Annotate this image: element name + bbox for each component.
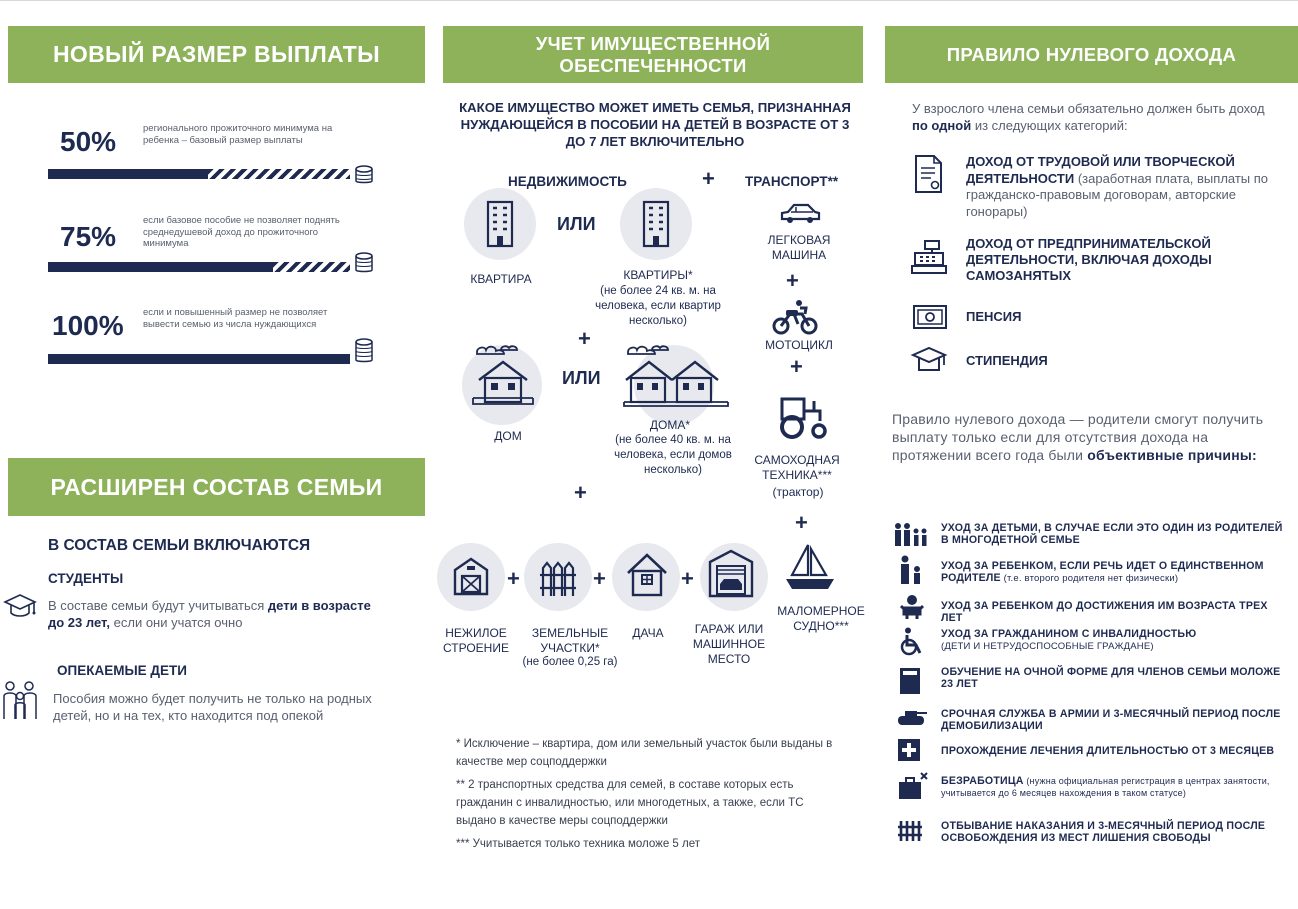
reason-8-text: БЕЗРАБОТИЦА xyxy=(941,775,1024,787)
apartments-label: КВАРТИРЫ* xyxy=(623,268,693,282)
students-title: СТУДЕНТЫ xyxy=(48,571,124,586)
houses-note: (не более 40 кв. м. на человека, если домов несколько) xyxy=(614,434,732,476)
income-intro-part1: У взрослого члена семьи обязательно должен быть доход xyxy=(912,101,1265,116)
reason-1-text: УХОД ЗА ДЕТЬМИ, В СЛУЧАЕ ЕСЛИ ЭТО ОДИН ИЗ РОДИТЕЛЕЙ В МНОГОДЕТНОЙ СЕМЬЕ xyxy=(941,522,1283,546)
banner-property-text: УЧЕТ ИМУЩЕСТВЕННОЙ ОБЕСПЕЧЕННОСТИ xyxy=(535,32,771,76)
plus-sign: + xyxy=(593,566,606,591)
plus-sign: + xyxy=(507,566,520,591)
banner-new-payment xyxy=(8,26,425,83)
reason-3 xyxy=(941,600,1291,624)
coins-icon xyxy=(355,338,373,364)
reason-2-text: УХОД ЗА РЕБЕНКОМ, ЕСЛИ РЕЧЬ ИДЕТ О ЕДИНСТВЕННОМ РОДИТЕЛЕ xyxy=(941,560,1264,584)
graduation-cap-icon xyxy=(911,346,947,376)
transport-label: ТРАНСПОРТ** xyxy=(745,174,839,189)
income-intro xyxy=(912,100,1282,134)
reason-4-text: УХОД ЗА ГРАЖДАНИНОМ С ИНВАЛИДНОСТЬЮ xyxy=(941,628,1197,640)
wards-title: ОПЕКАЕМЫЕ ДЕТИ xyxy=(57,663,187,678)
income-1-note: (заработная плата, выплаты по гражданско-правовым договорам, авторские гонорары) xyxy=(966,170,1269,219)
students-text-part1: В составе семьи будут учитываться xyxy=(48,598,268,613)
footnote-1: * Исключение – квартира, дом или земельный участок были выданы в качестве мер соцподдержки xyxy=(456,738,833,768)
family-heading: В СОСТАВ СЕМЬИ ВКЛЮЧАЮТСЯ xyxy=(48,537,311,554)
rate-pct-75: 75% xyxy=(60,221,117,252)
fence-icon xyxy=(539,560,577,598)
apartment-building-icon xyxy=(482,198,518,250)
rate-pct-50: 50% xyxy=(60,126,117,157)
banner-family-expanded xyxy=(8,458,425,516)
document-icon xyxy=(913,154,943,194)
coins-icon xyxy=(355,252,373,274)
rate-bar-50 xyxy=(48,169,208,179)
tractor-icon xyxy=(778,393,830,441)
plus-sign: + xyxy=(795,510,808,535)
graduation-cap-icon xyxy=(3,592,37,626)
property-question: КАКОЕ ИМУЩЕСТВО МОЖЕТ ИМЕТЬ СЕМЬЯ, ПРИЗНАННАЯ НУЖДАЮЩЕЙСЯ В ПОСОБИИ НА ДЕТЕЙ В ВОЗРАСТЕ ОТ 3 ДО 7 ЛЕТ ВКЛЮЧИТЕЛЬНО xyxy=(459,100,851,149)
footnote-2: ** 2 транспортных средства для семей, в составе которых есть гражданин с инвалидностью, или многодетных, а также, если ТС выдано в качестве меры соцподдержки xyxy=(456,779,804,827)
house-label: ДОМ xyxy=(494,429,522,443)
nonres-label: НЕЖИЛОЕ СТРОЕНИЕ xyxy=(443,626,509,655)
barn-icon xyxy=(452,556,490,596)
students-text-bold: дети в возрасте до 23 лет, xyxy=(48,598,371,630)
banner-property xyxy=(443,26,863,83)
land-label: ЗЕМЕЛЬНЫЕ УЧАСТКИ* xyxy=(531,626,609,655)
tractor-note: (трактор) xyxy=(772,485,824,499)
or-label: ИЛИ xyxy=(562,368,601,388)
reason-5 xyxy=(941,666,1291,690)
banner-new-payment-text: НОВЫЙ РАЗМЕР ВЫПЛАТЫ xyxy=(53,41,380,67)
plus-sign: + xyxy=(578,326,591,351)
book-icon xyxy=(899,667,921,695)
plus-sign: + xyxy=(681,566,694,591)
rate-bar-rest-75 xyxy=(273,262,350,272)
income-1-title: ДОХОД ОТ ТРУДОВОЙ ИЛИ ТВОРЧЕСКОЙ ДЕЯТЕЛЬНОСТИ xyxy=(966,154,1235,186)
houses-label: ДОМА* xyxy=(649,418,691,432)
rate-pct-100: 100% xyxy=(52,310,124,341)
reason-4 xyxy=(941,628,1291,653)
footnote-3: *** Учитывается только техника моложе 5 лет xyxy=(456,838,701,850)
banner-zero-income xyxy=(885,26,1298,83)
income-4-title: СТИПЕНДИЯ xyxy=(966,353,1048,368)
family-group-icon xyxy=(2,679,38,723)
rate-bar-rest-50 xyxy=(208,169,350,179)
boat-label: МАЛОМЕРНОЕ СУДНО*** xyxy=(777,604,865,633)
rate-desc-75: если базовое пособие не позволяет поднять среднедушевой доход до прожиточного минимума xyxy=(143,215,340,249)
apartments-note: (не более 24 кв. м. на человека, если квартир несколько) xyxy=(595,285,721,327)
reason-7-text: ПРОХОЖДЕНИЕ ЛЕЧЕНИЯ ДЛИТЕЛЬНОСТЬЮ ОТ 3 МЕСЯЦЕВ xyxy=(941,745,1275,757)
medical-cross-icon xyxy=(898,739,920,761)
plus-sign: + xyxy=(702,166,715,191)
car-label: ЛЕГКОВАЯ МАШИНА xyxy=(767,233,831,262)
realty-label: НЕДВИЖИМОСТЬ xyxy=(508,174,627,189)
motorcycle-icon xyxy=(772,298,818,336)
income-intro-part2: из следующих категорий: xyxy=(971,118,1128,133)
briefcase-unemployed-icon xyxy=(897,771,929,801)
reason-5-text: ОБУЧЕНИЕ НА ОЧНОЙ ФОРМЕ ДЛЯ ЧЛЕНОВ СЕМЬИ МОЛОЖЕ 23 ЛЕТ xyxy=(941,666,1281,690)
income-intro-bold: по одной xyxy=(912,118,972,133)
reason-4-note: (ДЕТИ И НЕТРУДОСПОСОБНЫЕ ГРАЖДАНЕ) xyxy=(941,641,1154,652)
banner-zero-income-text: ПРАВИЛО НУЛЕВОГО ДОХОДА xyxy=(946,43,1237,65)
parent-child-icon xyxy=(898,555,924,585)
zero-income-rule-text: Правило нулевого дохода — родители смогут получить выплату только если для отсутствия дохода на протяжении всего года были xyxy=(892,411,1264,463)
moto-label: МОТОЦИКЛ xyxy=(765,338,833,352)
income-3-title: ПЕНСИЯ xyxy=(966,309,1022,324)
apartment-building-icon xyxy=(638,198,674,250)
boat-icon xyxy=(784,541,836,593)
plus-sign: + xyxy=(786,268,799,293)
reason-3-text: УХОД ЗА РЕБЕНКОМ ДО ДОСТИЖЕНИЯ ИМ ВОЗРАСТА ТРЕХ ЛЕТ xyxy=(941,600,1268,624)
reason-6-text: СРОЧНАЯ СЛУЖБА В АРМИИ И 3-МЕСЯЧНЫЙ ПЕРИОД ПОСЛЕ ДЕМОБИЛИЗАЦИИ xyxy=(941,708,1281,732)
students-text xyxy=(48,597,378,631)
family-icon xyxy=(893,522,929,548)
income-2-title: ДОХОД ОТ ПРЕДПРИНИМАТЕЛЬСКОЙ ДЕЯТЕЛЬНОСТИ, ВКЛЮЧАЯ ДОХОДЫ САМОЗАНЯТЫХ xyxy=(966,236,1212,283)
reason-8-note: (нужна официальная регистрация в центрах занятости, учитывается до 6 месяцев нахождения в таком статусе) xyxy=(941,776,1270,798)
coins-icon xyxy=(355,165,373,185)
tank-icon xyxy=(896,709,928,727)
dacha-label: ДАЧА xyxy=(632,626,664,640)
wheelchair-icon xyxy=(898,627,926,655)
zero-income-rule xyxy=(892,410,1288,464)
rate-bar-75 xyxy=(48,262,273,272)
reason-9-text: ОТБЫВАНИЕ НАКАЗАНИЯ И 3-МЕСЯЧНЫЙ ПЕРИОД ПОСЛЕ ОСВОБОЖДЕНИЯ ИЗ МЕСТ ЛИШЕНИЯ СВОБОДЫ xyxy=(941,820,1266,844)
car-icon xyxy=(779,201,821,225)
land-note: (не более 0,25 га) xyxy=(522,656,618,668)
reason-9 xyxy=(941,820,1291,844)
cash-register-icon xyxy=(911,239,947,275)
reason-7 xyxy=(941,745,1291,757)
rate-bar-100 xyxy=(48,354,350,364)
rate-desc-100: если и повышенный размер не позволяет вывести семью из числа нуждающихся xyxy=(143,307,328,330)
plus-sign: + xyxy=(574,480,587,505)
house-icon xyxy=(471,340,535,410)
wards-text: Пособия можно будет получить не только на родных детей, но и на тех, кто находится под опекой xyxy=(53,691,372,723)
students-text-part2: если они учатся очно xyxy=(110,615,243,630)
zero-income-rule-bold: объективные причины: xyxy=(1087,447,1257,463)
rate-desc-50: регионального прожиточного минимума на ребенка – базовый размер выплаты xyxy=(143,123,333,146)
reason-1 xyxy=(941,522,1291,546)
dacha-house-icon xyxy=(625,551,669,599)
reason-2-note: (т.е. второго родителя нет физически) xyxy=(1000,573,1179,584)
garage-label: ГАРАЖ ИЛИ МАШИННОЕ МЕСТО xyxy=(692,622,766,666)
apartment-label: КВАРТИРА xyxy=(470,272,532,286)
reason-6 xyxy=(941,708,1291,732)
reason-2 xyxy=(941,560,1291,585)
houses-icon xyxy=(622,340,732,410)
prison-bars-icon xyxy=(897,820,923,842)
baby-icon xyxy=(899,594,925,620)
banner-family-expanded-text: РАСШИРЕН СОСТАВ СЕМЬИ xyxy=(50,473,383,500)
garage-icon xyxy=(708,548,754,598)
income-1 xyxy=(966,154,1296,220)
or-label: ИЛИ xyxy=(557,214,596,234)
banknote-icon xyxy=(912,302,948,330)
plus-sign: + xyxy=(790,354,803,379)
reason-8 xyxy=(941,776,1291,799)
tractor-label: САМОХОДНАЯ ТЕХНИКА*** xyxy=(754,453,840,482)
